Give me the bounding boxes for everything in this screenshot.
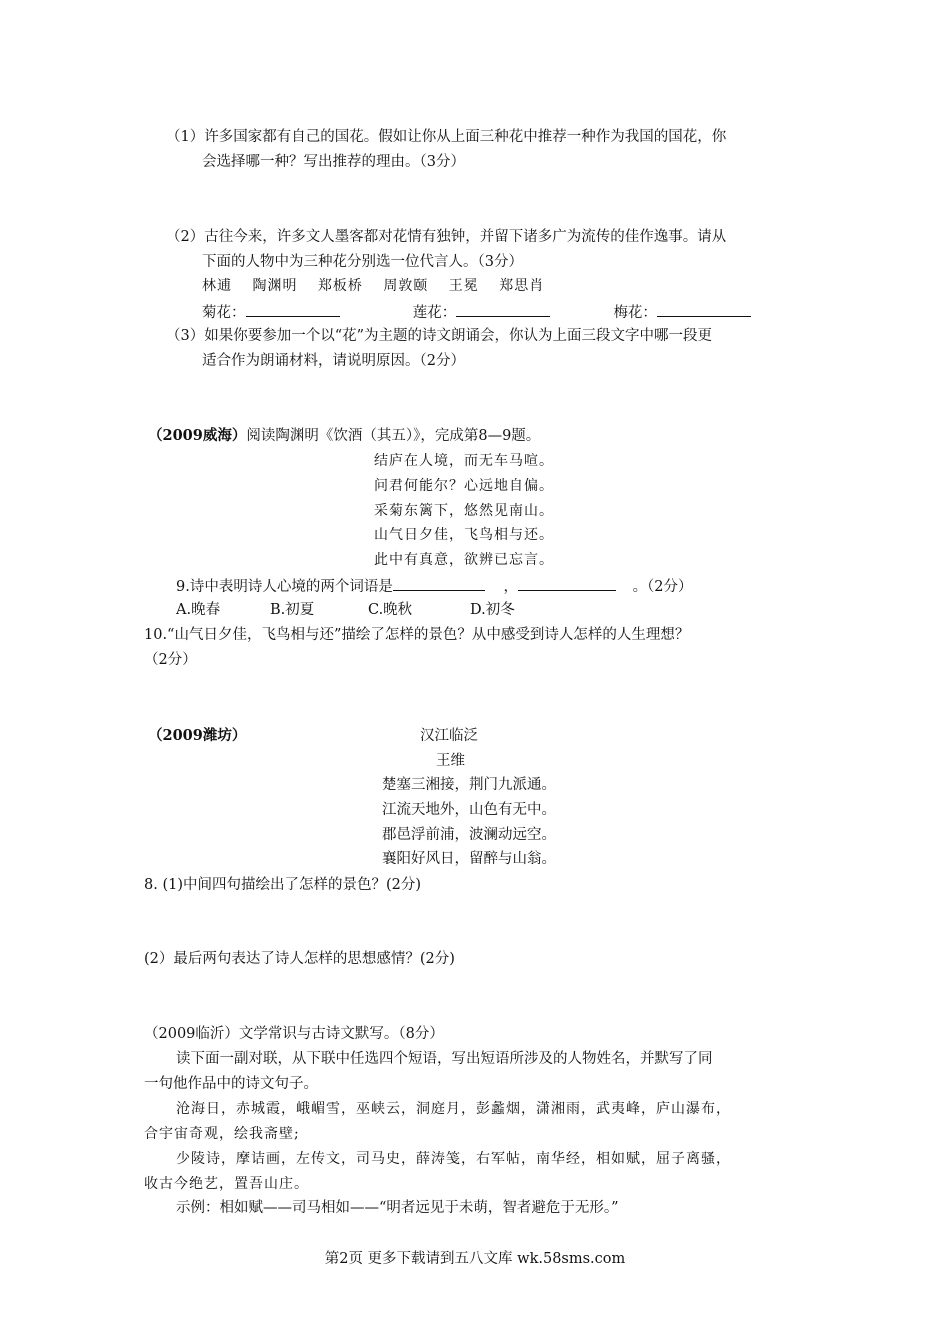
- lotus-blank[interactable]: [456, 302, 550, 317]
- couplet-upper-line2: 合宇宙奇观，绘我斋壁;: [144, 1126, 300, 1142]
- question-8-part1: 8. (1)中间四句描绘出了怎样的景色？(2分): [144, 877, 422, 893]
- question-8-part2: (2）最后两句表达了诗人怎样的思想感情？(2分): [144, 951, 455, 967]
- question-10-line1: 10.“山气日夕佳，飞鸟相与还”描绘了怎样的景色？从中感受到诗人怎样的人生理想？: [144, 627, 690, 643]
- weihai-poem-line: 此中有真意，欲辨已忘言。: [374, 552, 554, 568]
- couplet-lower-line1: 少陵诗，摩诘画，左传文，司马史，薛涛笺，右军帖，南华经，相如赋，屈子离骚，: [176, 1151, 731, 1167]
- weifang-poem-line: 楚塞三湘接，荆门九派通。: [382, 777, 556, 793]
- couplet-upper-line1: 沧海日，赤城霞，峨嵋雪，巫峡云，洞庭月，彭蠡烟，潇湘雨，武夷峰，庐山瀑布，: [176, 1101, 731, 1117]
- q9-blank-2[interactable]: [518, 576, 616, 591]
- linyi-header: （2009临沂）文学常识与古诗文默写。（8分）: [144, 1026, 444, 1042]
- weihai-tag: （2009威海）: [148, 427, 247, 444]
- q9-prefix: 9.诗中表明诗人心境的两个词语是: [176, 579, 393, 595]
- q9-suffix: 。（2分）: [632, 579, 693, 595]
- weihai-intro: 阅读陶渊明《饮酒（其五）》，完成第8—9题。: [246, 428, 541, 444]
- plum-label: 梅花：: [613, 305, 657, 321]
- chrysanthemum-blank[interactable]: [246, 302, 340, 317]
- lotus-label: 莲花：: [412, 305, 457, 321]
- chrysanthemum-label: 菊花：: [202, 305, 246, 321]
- couplet-lower-line2: 收古今绝艺，置吾山庄。: [144, 1176, 309, 1192]
- candidate-names: 林逋 陶渊明 郑板桥 周敦颐 王冕 郑思肖: [202, 278, 545, 294]
- answer-option: A.晚春: [176, 602, 221, 618]
- question-1-line2: 会选择哪一种？写出推荐的理由。（3分）: [202, 154, 465, 170]
- flower-blanks-row: [202, 302, 751, 323]
- answer-option: D.初冬: [470, 602, 515, 618]
- weifang-poem-line: 江流天地外，山色有无中。: [382, 802, 556, 818]
- page-footer: 第2页 更多下载请到五八文库 wk.58sms.com: [324, 1251, 626, 1267]
- weifang-poem-line: 郡邑浮前浦，波澜动远空。: [382, 827, 556, 843]
- question-10-line2: （2分）: [144, 652, 197, 668]
- answer-option: C.晚秋: [368, 602, 413, 618]
- answer-option: B.初夏: [270, 602, 315, 618]
- question-2-line2: 下面的人物中为三种花分别选一位代言人。（3分）: [202, 254, 523, 270]
- weihai-poem-line: 结庐在人境，而无车马喧。: [374, 453, 554, 469]
- linyi-instruction-line2: 一句他作品中的诗文句子。: [144, 1076, 318, 1092]
- weifang-poem-line: 襄阳好风日，留醉与山翁。: [382, 851, 556, 867]
- question-2-line1: （2）古往今来，许多文人墨客都对花情有独钟，并留下诸多广为流传的佳作逸事。请从: [166, 229, 727, 245]
- question-3-line1: （3）如果你要参加一个以“花”为主题的诗文朗诵会，你认为上面三段文字中哪一段更: [166, 328, 713, 344]
- linyi-example: 示例：相如赋——司马相如——“明者远见于未萌，智者避危于无形。”: [176, 1200, 619, 1216]
- weihai-poem-line: 问君何能尔？心远地自偏。: [374, 478, 554, 494]
- weifang-tag: （2009潍坊）: [148, 727, 247, 744]
- weihai-header: [148, 426, 540, 446]
- q9-comma: ，: [503, 579, 518, 595]
- linyi-instruction-line1: 读下面一副对联，从下联中任选四个短语，写出短语所涉及的人物姓名，并默写了同: [176, 1051, 713, 1067]
- weifang-poem-title: 汉江临泛: [420, 728, 478, 744]
- question-1-line1: （1）许多国家都有自己的国花。假如让你从上面三种花中推荐一种作为我国的国花，你: [166, 129, 727, 145]
- question-3-line2: 适合作为朗诵材料，请说明原因。（2分）: [202, 353, 465, 369]
- weifang-poem-author: 王维: [436, 753, 465, 769]
- weihai-poem-line: 山气日夕佳，飞鸟相与还。: [374, 527, 554, 543]
- weihai-poem-line: 采菊东篱下，悠然见南山。: [374, 503, 554, 519]
- question-9: [176, 576, 693, 597]
- plum-blank[interactable]: [657, 302, 751, 317]
- q9-blank-1[interactable]: [393, 576, 485, 591]
